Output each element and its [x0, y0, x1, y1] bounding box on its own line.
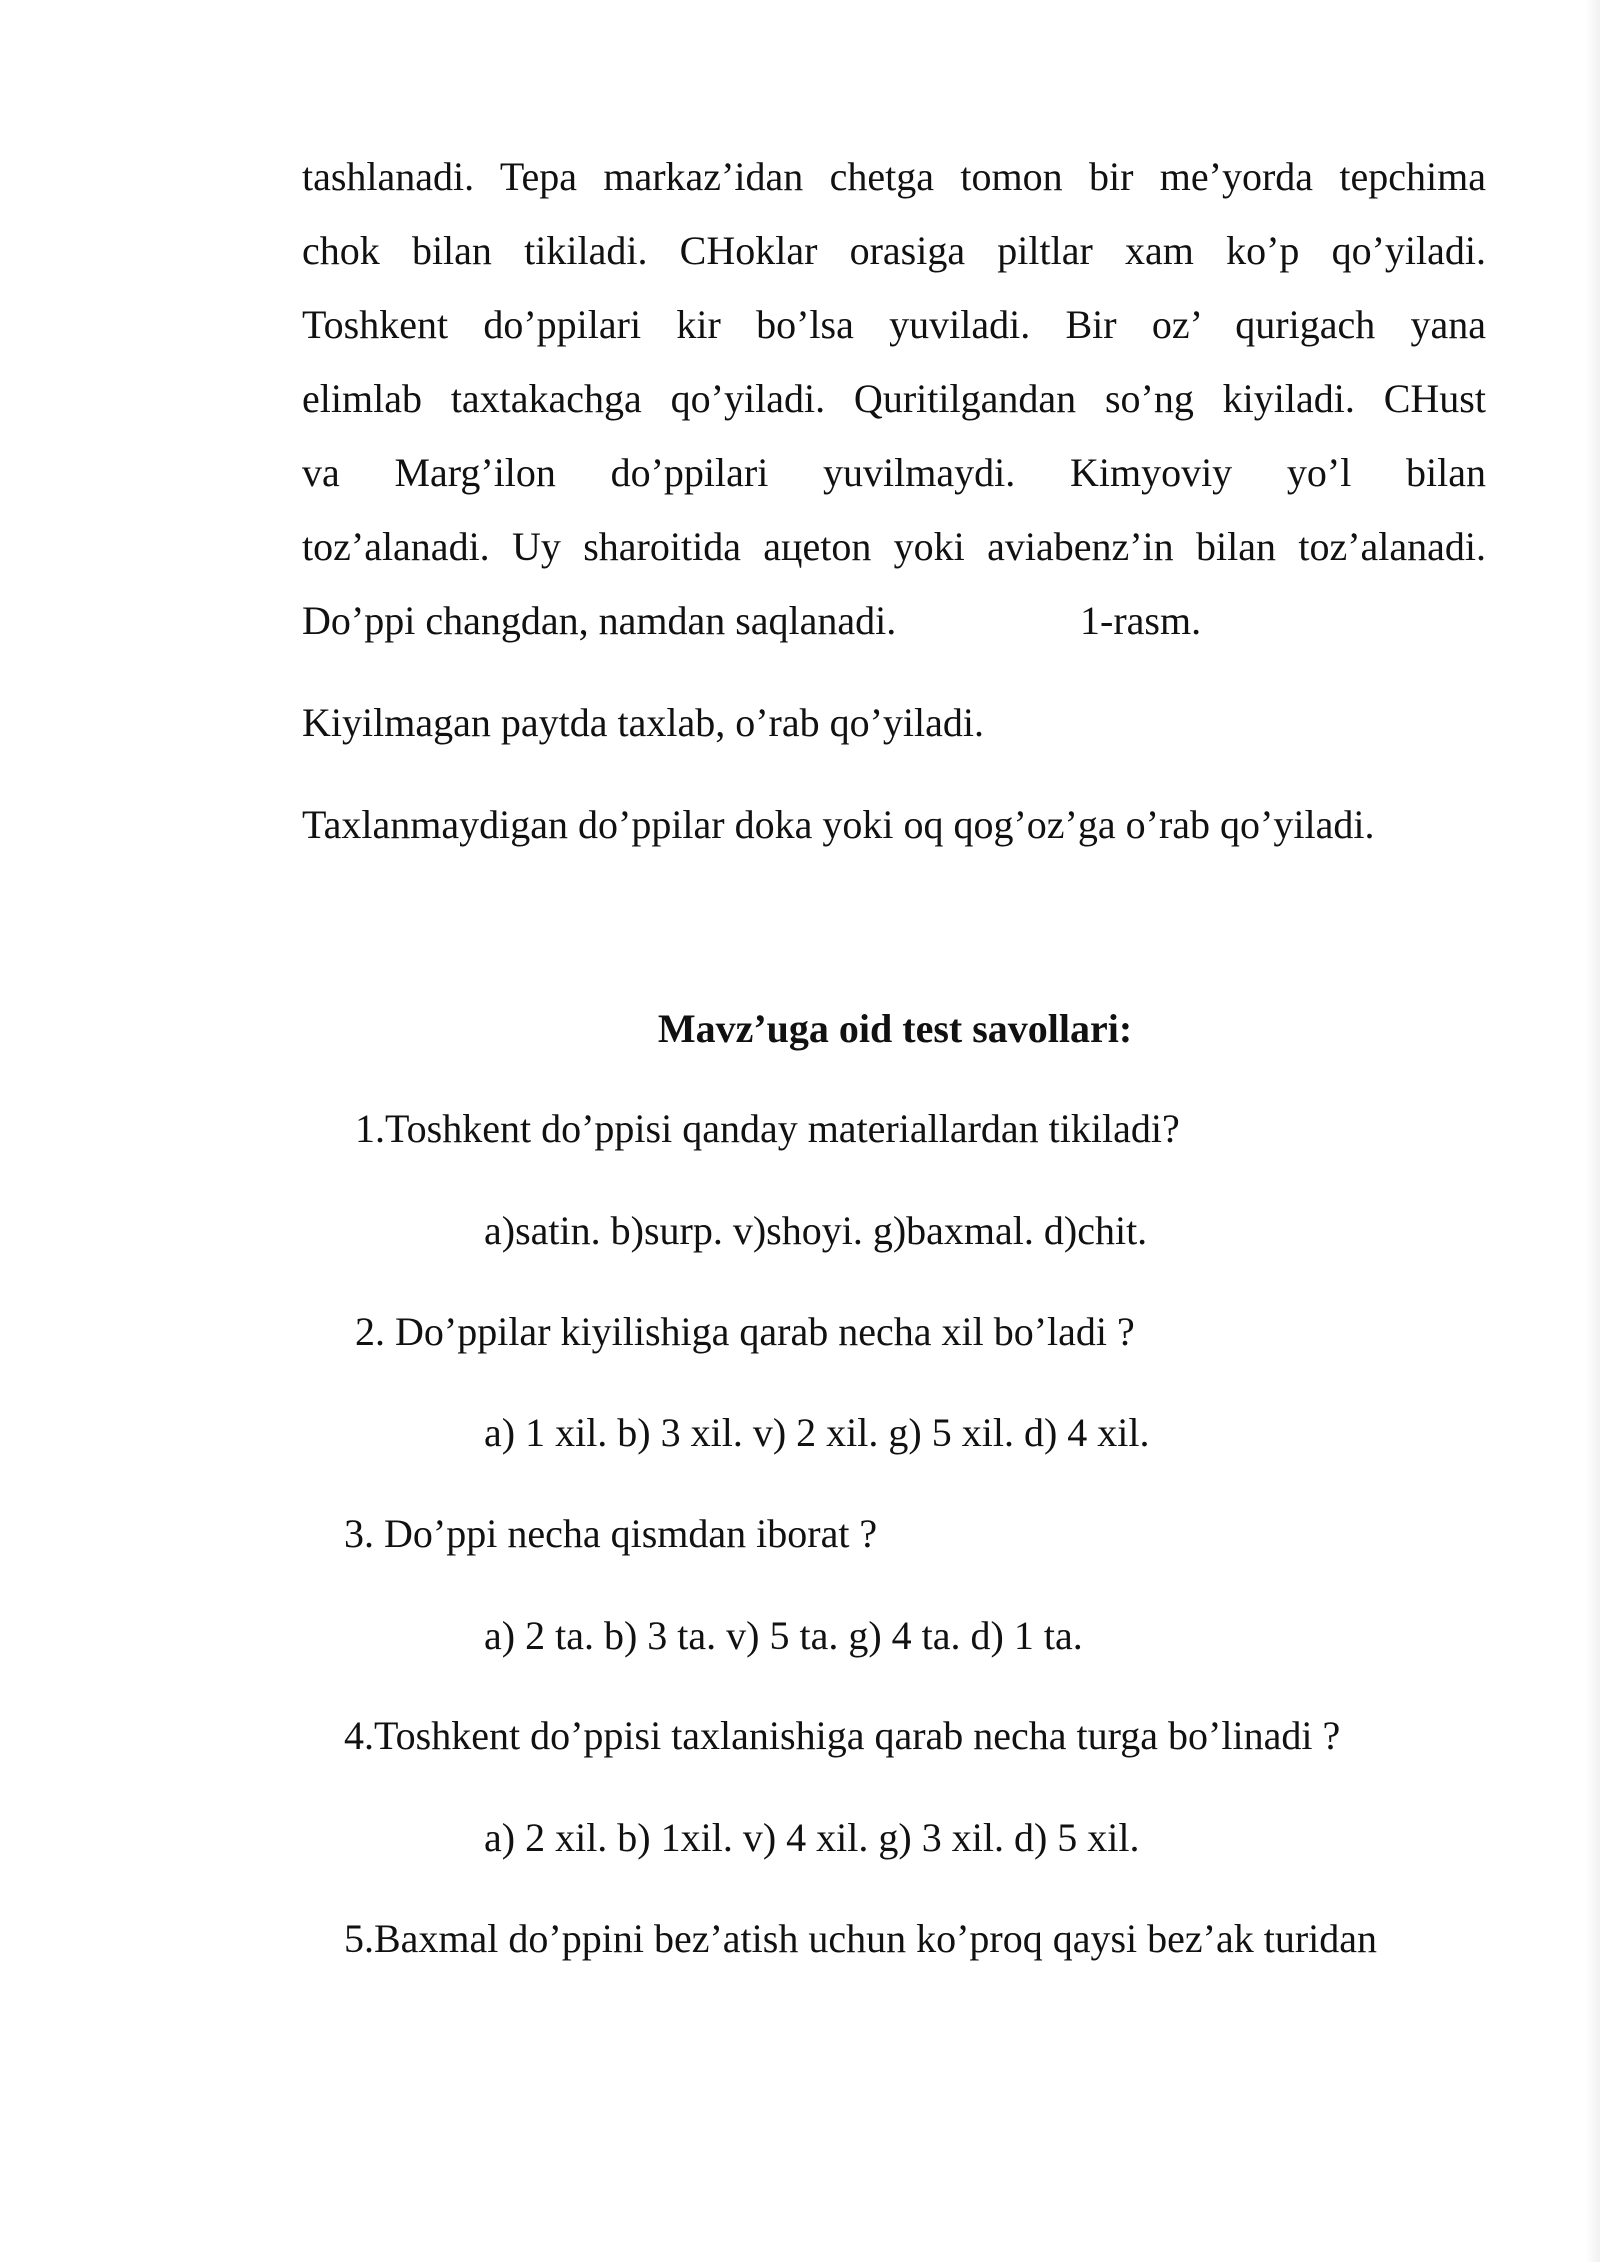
- paragraph-line-3: Toshkent do’ppilari kir bo’lsa yuviladi. Bir oz’ qurigach yana: [302, 302, 1486, 347]
- question-1: 1.Toshkent do’ppisi qanday materiallardan tikiladi?: [355, 1106, 1180, 1151]
- question-2: 2. Do’ppilar kiyilishiga qarab necha xil bo’ladi ?: [355, 1309, 1135, 1354]
- answer-options-2: a) 1 xil. b) 3 xil. v) 2 xil. g) 5 xil. d) 4 xil.: [484, 1410, 1150, 1455]
- paragraph-line-4: elimlab taxtakachga qo’yiladi. Quritilgandan so’ng kiyiladi. CHust: [302, 376, 1486, 421]
- storage-line-1: Kiyilmagan paytda taxlab, o’rab qo’yiladi.: [302, 700, 985, 745]
- figure-label: 1-rasm.: [1080, 598, 1202, 643]
- paragraph-line-6: toz’alanadi. Uy sharoitida aцeton yoki aviabenz’in bilan toz’alanadi.: [302, 524, 1486, 569]
- page-edge-shadow: [1586, 0, 1600, 2262]
- answer-options-3: a) 2 ta. b) 3 ta. v) 5 ta. g) 4 ta. d) 1 ta.: [484, 1613, 1083, 1658]
- paragraph-line-1: tashlanadi. Tepa markaz’idan chetga tomon bir me’yorda tepchima: [302, 154, 1486, 199]
- answer-options-1: a)satin. b)surp. v)shoyi. g)baxmal. d)chit.: [484, 1208, 1148, 1253]
- question-4: 4.Toshkent do’ppisi taxlanishiga qarab necha turga bo’linadi ?: [344, 1713, 1341, 1758]
- test-title: Mavz’uga oid test savollari:: [657, 1006, 1133, 1051]
- question-3: 3. Do’ppi necha qismdan iborat ?: [344, 1511, 878, 1556]
- storage-line-2: Taxlanmaydigan do’ppilar doka yoki oq qog’oz’ga o’rab qo’yiladi.: [302, 802, 1375, 847]
- paragraph-line-2: chok bilan tikiladi. CHoklar orasiga piltlar xam ko’p qo’yiladi.: [302, 228, 1486, 273]
- paragraph-line-5: va Marg’ilon do’ppilari yuvilmaydi. Kimyoviy yo’l bilan: [302, 450, 1486, 495]
- paragraph-last-line: Do’ppi changdan, namdan saqlanadi.: [302, 598, 897, 643]
- question-5: 5.Baxmal do’ppini bez’atish uchun ko’proq qaysi bez’ak turidan: [344, 1916, 1378, 1961]
- answer-options-4: a) 2 xil. b) 1xil. v) 4 xil. g) 3 xil. d) 5 xil.: [484, 1815, 1140, 1860]
